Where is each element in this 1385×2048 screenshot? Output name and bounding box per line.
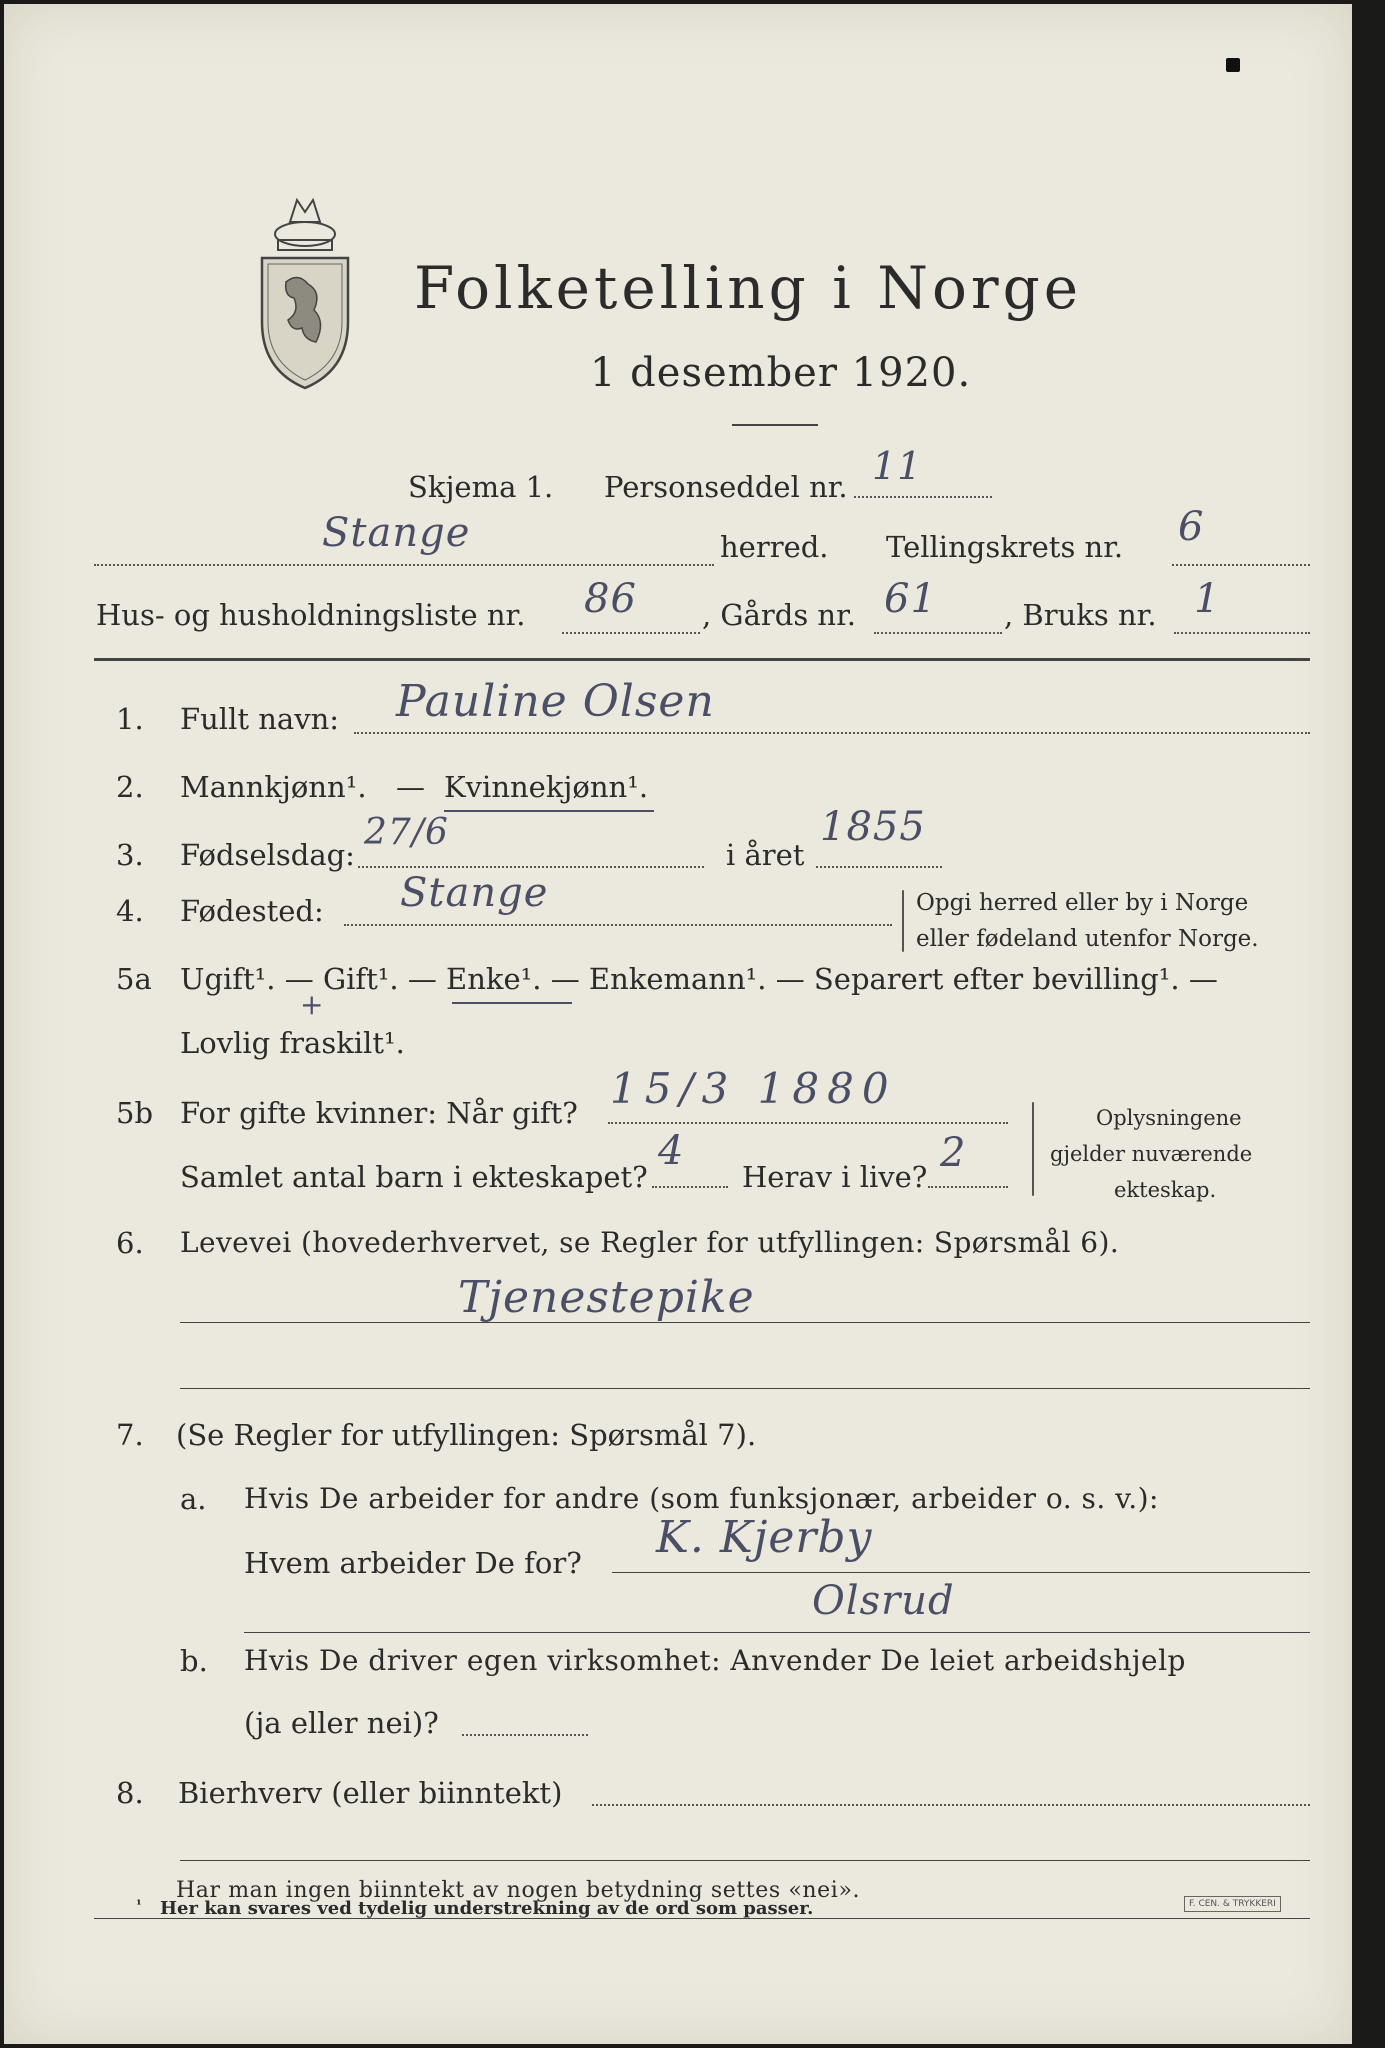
q7a-letter: a. <box>180 1482 207 1516</box>
children-field[interactable] <box>652 1186 728 1188</box>
herred-label: herred. <box>720 530 829 564</box>
gender-separator: — <box>396 770 425 804</box>
marital-status-options[interactable]: Ugift¹. — Gift¹. — Enke¹. — Enkemann¹. — Separert efter bevilling¹. — <box>180 962 1218 996</box>
personseddel-field[interactable] <box>854 496 992 498</box>
form-title: Folketelling i Norge <box>414 254 1083 322</box>
employer-field-2[interactable] <box>244 1632 1310 1633</box>
q4-note-line2: eller fødeland utenfor Norge. <box>916 926 1259 952</box>
q1-label: Fullt navn: <box>180 702 340 736</box>
q7b-line1: Hvis De driver egen virksomhet: Anvender De leiet arbeidshjelp <box>244 1644 1186 1677</box>
q6-label: Levevei (hovederhvervet, se Regler for utfyllingen: Spørsmål 6). <box>180 1226 1120 1259</box>
q3-label: Fødselsdag: <box>180 838 355 872</box>
alive-label: Herav i live? <box>742 1160 928 1194</box>
q3-number: 3. <box>116 838 144 872</box>
birthplace-field[interactable] <box>344 924 892 926</box>
hired-help-field[interactable] <box>462 1734 588 1736</box>
husliste-value: 86 <box>584 576 637 622</box>
q7a-line1: Hvis De arbeider for andre (som funksjonær, arbeider o. s. v.): <box>244 1482 1159 1515</box>
census-form-sheet <box>4 4 1352 2044</box>
q5b-note-brace <box>1032 1102 1034 1196</box>
birth-year-value: 1855 <box>820 804 926 850</box>
q7-label: (Se Regler for utfyllingen: Spørsmål 7). <box>176 1418 757 1452</box>
gards-label: , Gårds nr. <box>702 598 856 632</box>
husliste-label: Hus- og husholdningsliste nr. <box>96 598 526 632</box>
no-income-note: Har man ingen biinntekt av nogen betydning settes «nei». <box>176 1878 861 1903</box>
employer-value-2: Olsrud <box>812 1578 955 1624</box>
q4-number: 4. <box>116 894 144 928</box>
header-separator <box>94 658 1310 661</box>
male-option[interactable]: Mannkjønn¹. <box>180 770 367 804</box>
enke-underline <box>452 1002 572 1004</box>
alive-field[interactable] <box>928 1186 1008 1188</box>
employer-field[interactable] <box>612 1572 1310 1573</box>
q2-number: 2. <box>116 770 144 804</box>
tellingskrets-value: 6 <box>1178 504 1205 550</box>
tellingskrets-label: Tellingskrets nr. <box>886 530 1124 564</box>
personseddel-value: 11 <box>872 444 923 488</box>
married-date-label: For gifte kvinner: Når gift? <box>180 1096 578 1130</box>
alive-value: 2 <box>940 1130 967 1176</box>
married-date-field[interactable] <box>608 1122 1008 1124</box>
footnote-text: Her kan svares ved tydelig understrekning av de ord som passer. <box>160 1898 814 1919</box>
q5a-number: 5a <box>116 962 152 996</box>
q1-number: 1. <box>116 702 144 736</box>
personseddel-label: Personseddel nr. <box>604 470 848 504</box>
gards-value: 61 <box>884 576 937 622</box>
q4-label: Fødested: <box>180 894 324 928</box>
bruks-value: 1 <box>1194 576 1221 622</box>
q5b-number: 5b <box>116 1096 154 1130</box>
herred-field[interactable] <box>94 564 714 566</box>
q4-note-line1: Opgi herred eller by i Norge <box>916 890 1249 916</box>
bruks-field[interactable] <box>1174 632 1310 634</box>
marital-status-mark: + <box>300 988 325 1021</box>
q7b-line2: (ja eller nei)? <box>244 1706 439 1740</box>
gards-field[interactable] <box>874 632 1002 634</box>
title-divider <box>732 424 818 426</box>
husliste-field[interactable] <box>562 632 700 634</box>
q7-number: 7. <box>116 1418 144 1452</box>
q7a-line2: Hvem arbeider De for? <box>244 1546 582 1580</box>
children-label: Samlet antal barn i ekteskapet? <box>180 1160 648 1194</box>
q5b-note-line2: gjelder nuværende <box>1050 1142 1253 1166</box>
q4-note-brace <box>902 890 904 952</box>
herred-value: Stange <box>322 510 471 556</box>
occupation-value: Tjenestepike <box>458 1272 755 1323</box>
children-value: 4 <box>658 1128 685 1174</box>
married-date-value: 15/3 1880 <box>610 1064 897 1113</box>
census-date: 1 desember 1920. <box>590 350 972 396</box>
occupation-line2[interactable] <box>180 1388 1310 1389</box>
q5b-note-line1: Oplysningene <box>1096 1106 1242 1130</box>
birth-year-label: i året <box>726 838 805 872</box>
birthday-field[interactable] <box>358 866 704 868</box>
female-underline <box>444 810 654 812</box>
female-option[interactable]: Kvinnekjønn¹. <box>444 770 649 804</box>
birth-year-field[interactable] <box>816 866 942 868</box>
tellingskrets-field[interactable] <box>1172 564 1310 566</box>
q8-label: Bierhverv (eller biinntekt) <box>178 1776 563 1810</box>
skjema-label: Skjema 1. <box>408 470 554 504</box>
birthday-value: 27/6 <box>364 812 449 853</box>
full-name-field[interactable] <box>354 732 1310 734</box>
marital-status-divorced[interactable]: Lovlig fraskilt¹. <box>180 1026 405 1060</box>
side-income-field[interactable] <box>592 1804 1310 1806</box>
side-income-line2[interactable] <box>180 1860 1310 1861</box>
birthplace-value: Stange <box>400 870 549 916</box>
q5b-note-line3: ekteskap. <box>1114 1178 1217 1202</box>
q8-number: 8. <box>116 1776 144 1810</box>
employer-value: K. Kjerby <box>656 1512 873 1563</box>
footnote-mark: ¹ <box>136 1898 142 1913</box>
full-name-value: Pauline Olsen <box>396 676 715 727</box>
q6-number: 6. <box>116 1226 144 1260</box>
bruks-label: , Bruks nr. <box>1004 598 1157 632</box>
printer-stamp: F. CEN. & TRYKKERI <box>1184 1896 1281 1912</box>
coat-of-arms-icon <box>252 192 358 392</box>
punch-hole <box>1226 58 1240 72</box>
q7b-letter: b. <box>180 1644 208 1678</box>
